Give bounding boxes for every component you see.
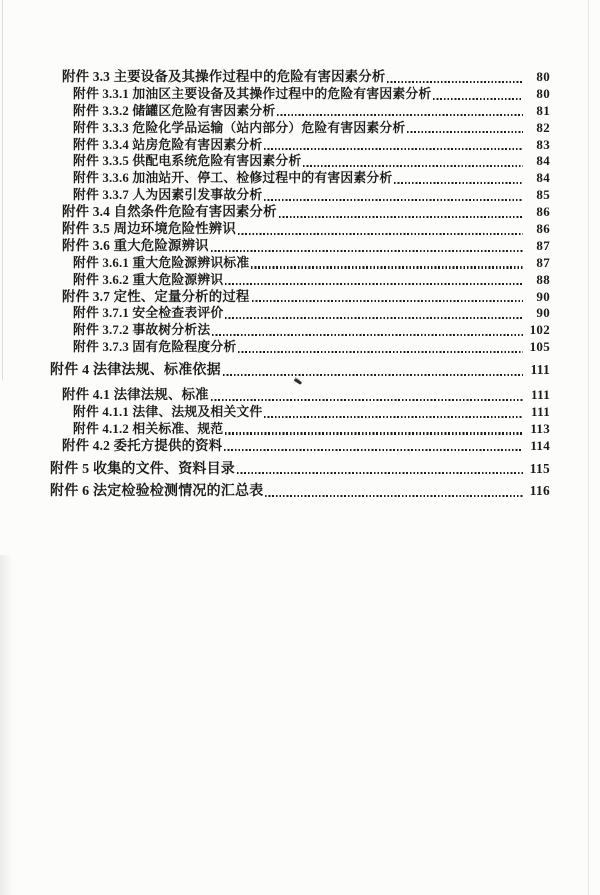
dotted-leader	[433, 98, 523, 100]
toc-entry-page: 90	[536, 288, 550, 304]
toc-entry-label: 附件 3.7 定性、定量分析的过程	[62, 288, 250, 304]
toc-entry-page: 113	[530, 420, 550, 436]
dotted-leader	[264, 199, 523, 201]
toc-entry	[73, 255, 550, 272]
toc-entry-page: 90	[536, 305, 550, 321]
dotted-leader	[212, 334, 523, 336]
toc-entry-label: 附件 3.6.2 重大危险源辨识	[73, 272, 224, 287]
toc-entry-label: 附件 3.3 主要设备及其操作过程中的危险有害因素分析	[62, 69, 386, 84]
toc-entry-page: 88	[536, 271, 550, 287]
toc-entry	[73, 103, 550, 120]
toc-entry-page: 111	[531, 387, 550, 403]
toc-entry-label: 附件 3.7.1 安全检查表评价	[73, 306, 224, 321]
toc-entry-label: 附件 3.7.2 事故树分析法	[73, 323, 211, 338]
dotted-leader	[277, 114, 523, 116]
toc-entry	[73, 305, 550, 322]
toc-entry-page: 84	[536, 170, 550, 186]
dotted-leader	[225, 283, 523, 285]
toc-entry	[62, 204, 550, 221]
toc-entry-label: 附件 6 法定检验检测情况的汇总表	[50, 484, 264, 500]
toc-entry-label: 附件 3.3.5 供配电系统危险有害因素分析	[73, 154, 302, 169]
toc-entry	[73, 339, 550, 356]
dotted-leader	[265, 495, 523, 497]
toc-entry	[73, 272, 550, 289]
dotted-leader	[279, 216, 523, 218]
toc-entry-label: 附件 5 收集的文件、资料目录	[50, 461, 235, 477]
toc-entry-label: 附件 4 法律法规、标准依据	[50, 363, 221, 379]
toc-entry	[50, 362, 550, 379]
toc-entry-label: 附件 3.4 自然条件危险有害因素分析	[62, 204, 277, 220]
toc-entry-label: 附件 4.2 委托方提供的资料	[62, 437, 223, 453]
toc-entry-label: 附件 3.3.2 储罐区危险有害因素分析	[73, 103, 276, 118]
toc-entry	[73, 86, 550, 103]
toc-entry-label: 附件 3.3.4 站房危险有害因素分析	[73, 137, 263, 152]
dotted-leader	[264, 148, 523, 150]
dotted-leader	[394, 182, 523, 184]
toc-entry-page: 86	[536, 204, 550, 220]
toc-entry	[50, 461, 550, 478]
toc-entry	[62, 221, 550, 238]
toc-entry-label: 附件 3.3.1 加油区主要设备及其操作过程中的危险有害因素分析	[73, 86, 432, 101]
toc-entry-page: 84	[536, 153, 550, 169]
toc-entry	[62, 438, 550, 455]
toc-entry-label: 附件 4.1.2 相关标准、规范	[73, 421, 224, 436]
toc-entry-page: 115	[529, 460, 550, 476]
dotted-leader	[251, 266, 523, 268]
toc-entry-page: 111	[530, 362, 550, 378]
toc-entry-page: 102	[529, 322, 550, 338]
dotted-leader	[238, 351, 523, 353]
toc-entry-label: 附件 3.6.1 重大危险源辨识标准	[73, 255, 250, 270]
toc-entry-page: 114	[530, 437, 550, 453]
toc-entry	[73, 404, 550, 421]
dotted-leader	[237, 472, 523, 474]
dotted-leader	[211, 399, 523, 401]
toc-entry-page: 87	[536, 254, 550, 270]
toc-entry-page: 87	[536, 237, 550, 253]
toc-entry	[73, 153, 550, 170]
toc-entry-page: 80	[536, 85, 550, 101]
scan-edge-left-band	[0, 555, 13, 895]
dotted-leader	[225, 317, 523, 319]
dotted-leader	[238, 233, 523, 235]
toc-entry-page: 105	[529, 339, 550, 355]
toc-entry-page: 80	[536, 69, 550, 84]
dotted-leader	[224, 449, 523, 451]
dotted-leader	[387, 81, 523, 83]
toc-entry-label: 附件 4.1 法律法规、标准	[62, 387, 209, 403]
toc-entry-label: 附件 3.3.3 危险化学品运输（站内部分）危险有害因素分析	[73, 120, 406, 135]
dotted-leader	[225, 432, 523, 434]
toc-entry-label: 附件 3.7.3 固有危险程度分析	[73, 340, 237, 355]
toc-entry	[73, 421, 550, 438]
toc-entry-label: 附件 4.1.1 法律、法规及相关文件	[73, 404, 263, 419]
toc-entry	[62, 69, 550, 86]
toc-entry-label: 附件 3.5 周边环境危险性辨识	[62, 221, 236, 237]
toc-entry-label: 附件 3.3.7 人为因素引发事故分析	[73, 188, 263, 203]
dotted-leader	[252, 300, 523, 302]
toc-entry-page: 86	[536, 221, 550, 237]
toc-entry	[50, 483, 550, 500]
toc-entry-page: 81	[536, 102, 550, 118]
toc-entry-page: 85	[536, 187, 550, 203]
toc-entry-label: 附件 3.3.6 加油站开、停工、检修过程中的有害因素分析	[73, 171, 393, 186]
toc-entry-page: 82	[536, 119, 550, 135]
toc-entry	[73, 137, 550, 154]
dotted-leader	[303, 165, 523, 167]
toc-list	[0, 69, 600, 500]
toc-entry	[73, 170, 550, 187]
toc-entry-page: 111	[531, 403, 550, 419]
dotted-leader	[223, 374, 523, 376]
toc-entry-label: 附件 3.6 重大危险源辨识	[62, 237, 209, 253]
toc-entry-page: 116	[529, 483, 550, 499]
dotted-leader	[264, 416, 523, 418]
toc-entry	[62, 238, 550, 255]
toc-entry	[73, 120, 550, 137]
dotted-leader	[407, 131, 523, 133]
dotted-leader	[211, 250, 523, 252]
toc-entry-page: 83	[536, 136, 550, 152]
toc-entry	[73, 187, 550, 204]
toc-entry	[73, 322, 550, 339]
toc-entry	[62, 387, 550, 404]
toc-entry	[62, 289, 550, 306]
